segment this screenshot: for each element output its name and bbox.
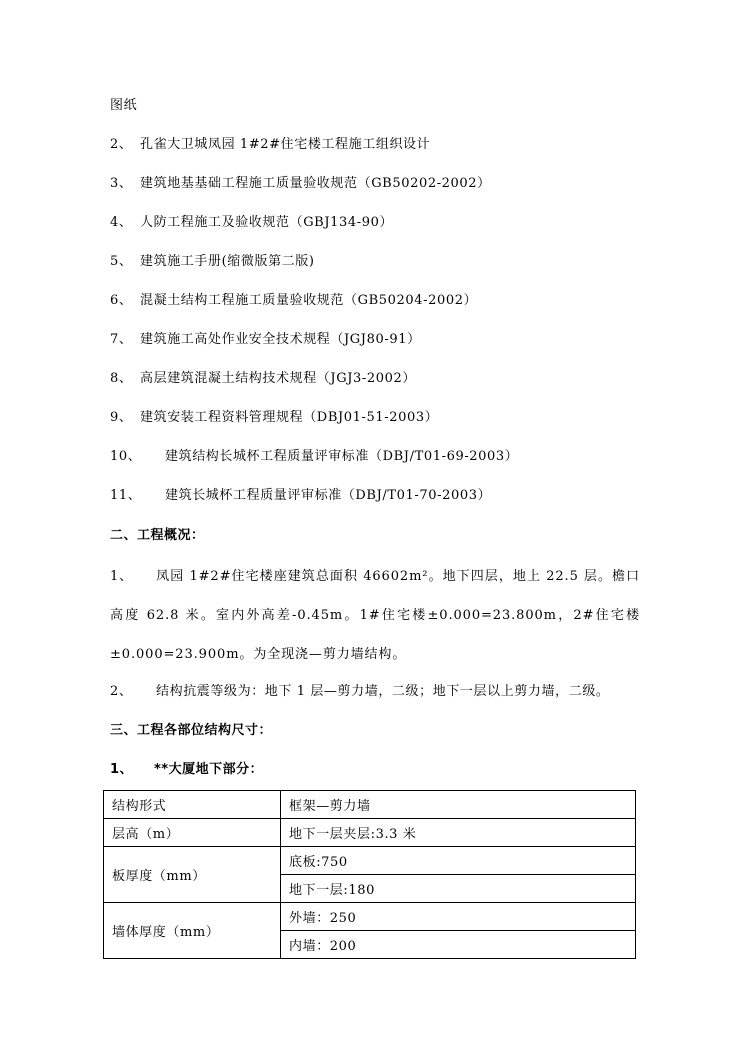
table-cell-value: 外墙：250: [281, 903, 636, 931]
reference-text: 高层建筑混凝土结构技术规程（JGJ3-2002）: [140, 371, 416, 386]
reference-item: [110, 292, 477, 310]
subsection-title: **大厦地下部分：: [154, 762, 264, 777]
table-row: [104, 903, 636, 931]
table-cell-value: 地下一层夹层:3.3 米: [281, 819, 636, 847]
table-cell-value: 底板:750: [281, 847, 636, 875]
reference-text: 建筑安装工程资料管理规程（DBJ01-51-2003）: [140, 410, 439, 425]
reference-item: [110, 214, 393, 232]
reference-number: 4、: [110, 215, 133, 230]
reference-item: [110, 331, 421, 349]
subsection-number: 1、: [110, 762, 134, 777]
table-cell-label: 墙体厚度（mm）: [104, 903, 281, 959]
table-row: [104, 791, 636, 819]
paragraph-number: 1、: [110, 569, 134, 584]
table-row: [104, 819, 636, 847]
table-cell-value: 框架—剪力墙: [281, 791, 636, 819]
structure-dimensions-table: [103, 790, 636, 959]
reference-number: 3、: [110, 176, 133, 191]
paragraph-text: 凤园 1#2#住宅楼座建筑总面积 46602m²。地下四层，地上 22.5 层。檐口高度 62.8 米。室内外高差-0.45m。1#住宅楼±0.000=23.800m，2#住宅楼±0.000=23.900m。为全现浇—剪力墙结构。: [110, 569, 640, 662]
reference-item: [110, 370, 416, 388]
reference-number: 2、: [110, 137, 133, 152]
table-cell-value: 地下一层:180: [281, 875, 636, 903]
reference-text: 建筑结构长城杯工程质量评审标准（DBJ/T01-69-2003）: [165, 449, 519, 464]
reference-text: 建筑长城杯工程质量评审标准（DBJ/T01-70-2003）: [165, 488, 492, 503]
section-heading-dimensions: 三、工程各部位结构尺寸：: [110, 723, 273, 738]
reference-text: 孔雀大卫城凤园 1#2#住宅楼工程施工组织设计: [140, 137, 431, 152]
overview-paragraph-1: [110, 557, 640, 674]
reference-number: 7、: [110, 332, 133, 347]
reference-number: 8、: [110, 371, 133, 386]
paragraph-text: 结构抗震等级为：地下 1 层—剪力墙，二级；地下一层以上剪力墙，二级。: [156, 684, 610, 699]
reference-text: 建筑地基基础工程施工质量验收规范（GB50202-2002）: [140, 176, 491, 191]
reference-item: [110, 487, 491, 505]
overview-paragraph-2: [110, 683, 610, 701]
reference-number: 9、: [110, 410, 133, 425]
reference-item: [110, 175, 491, 193]
table-cell-label: 结构形式: [104, 791, 281, 819]
reference-number: 11、: [110, 488, 142, 503]
reference-text: 建筑施工手册(缩微版第二版): [140, 254, 315, 269]
reference-text: 建筑施工高处作业安全技术规程（JGJ80-91）: [140, 332, 421, 347]
reference-number: 6、: [110, 293, 133, 308]
table-cell-label: 层高（m）: [104, 819, 281, 847]
reference-item: [110, 448, 518, 466]
section-heading-overview: 二、工程概况：: [110, 528, 205, 543]
table-cell-value: 内墙：200: [281, 931, 636, 959]
reference-item: [110, 253, 315, 271]
subsection-heading: [110, 761, 263, 779]
reference-item: [110, 136, 430, 154]
paragraph-number: 2、: [110, 684, 133, 699]
reference-text: 混凝土结构工程施工质量验收规范（GB50204-2002）: [140, 293, 478, 308]
reference-item: [110, 409, 438, 427]
reference-number: 10、: [110, 449, 142, 464]
reference-intro: 图纸: [110, 98, 138, 113]
reference-number: 5、: [110, 254, 133, 269]
reference-text: 人防工程施工及验收规范（GBJ134-90）: [140, 215, 394, 230]
table-row: [104, 847, 636, 875]
table-cell-label: 板厚度（mm）: [104, 847, 281, 903]
